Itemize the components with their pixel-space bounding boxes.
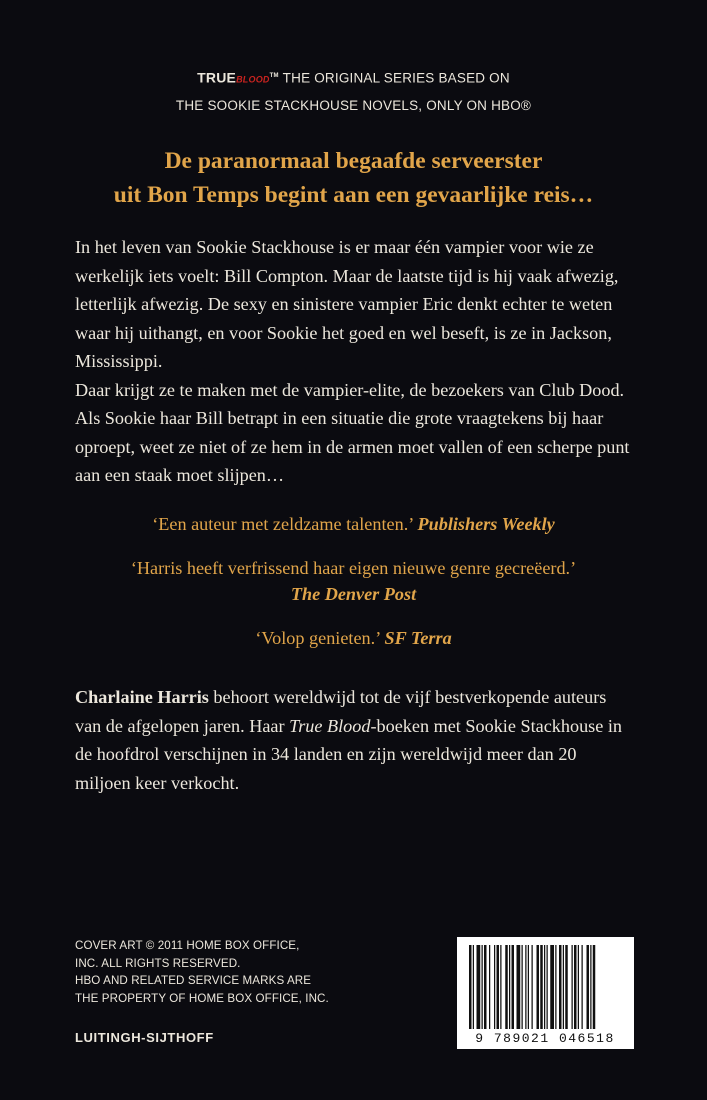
quote-text: ‘Volop genieten.’ xyxy=(255,628,380,648)
quote-source: SF Terra xyxy=(384,628,452,648)
header-line-1 xyxy=(0,64,707,93)
barcode-bars xyxy=(457,937,634,1049)
legal-notice xyxy=(75,937,395,1007)
barcode xyxy=(457,937,634,1049)
barcode-digits: 9 789021 046518 xyxy=(475,1031,615,1046)
quote-source: The Denver Post xyxy=(290,584,417,604)
quote-1 xyxy=(0,511,707,537)
blurb-paragraph-2: Daar krijgt ze te maken met de vampier-elite, de bezoekers van Club Dood. Als Sookie haar Bill betrapt in een situatie die grote vraagtekens bij haar oproept, weet ze niet of ze hem in de armen moet vallen of een scherpe punt aan een staak moet slijpen… xyxy=(75,379,630,485)
quote-3 xyxy=(0,625,707,651)
author-bio xyxy=(75,683,635,797)
quote-2 xyxy=(0,555,707,607)
series-name: True Blood xyxy=(289,715,371,736)
legal-line-2: INC. ALL RIGHTS RESERVED. xyxy=(75,956,241,970)
bio-text-2: -boeken met Sookie Stackhouse in de hoofdrol verschijnen in 34 landen en zijn wereldwijd meer dan 20 miljoen keer verkocht. xyxy=(75,715,623,793)
legal-line-3: HBO AND RELATED SERVICE MARKS ARE xyxy=(75,974,312,987)
header-line-2: THE SOOKIE STACKHOUSE NOVELS, ONLY ON HBO® xyxy=(175,97,532,113)
blurb-paragraph-1: In het leven van Sookie Stackhouse is er maar één vampier voor wie ze werkelijk iets voelt: Bill Compton. Maar de laatste tijd is hij vaak afwezig, letterlijk afwezig. De sexy en sinistere vampier Eric denkt echter te weten waar hij uithangt, en voor Sookie het goed en wel beseft, is ze in Jackson, Mississippi. xyxy=(75,237,619,371)
tagline xyxy=(0,144,707,212)
tagline-line-1: De paranormaal begaafde serveerster xyxy=(164,148,543,174)
blurb xyxy=(75,233,635,490)
quote-source: Publishers Weekly xyxy=(417,514,555,534)
author-name: Charlaine Harris xyxy=(75,687,209,707)
bio-text-1: behoort wereldwijd tot de vijf bestverkopende auteurs van de afgelopen jaren. Haar xyxy=(75,687,607,736)
review-quotes xyxy=(0,511,707,651)
quote-text: ‘Een auteur met zeldzame talenten.’ xyxy=(152,514,413,534)
quote-text: ‘Harris heeft verfrissend haar eigen nieuwe genre gecreëerd.’ xyxy=(130,558,577,578)
legal-line-4: THE PROPERTY OF HOME BOX OFFICE, INC. xyxy=(75,991,329,1005)
series-header xyxy=(0,64,707,118)
header-text-1: THE ORIGINAL SERIES BASED ON xyxy=(282,70,510,86)
legal-line-1: COVER ART © 2011 HOME BOX OFFICE, xyxy=(75,939,300,952)
publisher-logo: LUITINGH-SIJTHOFF xyxy=(75,1030,214,1045)
tagline-line-2: uit Bon Temps begint aan een gevaarlijke reis… xyxy=(113,182,594,208)
true-blood-logo: TRUEBLOOD™ xyxy=(197,69,279,86)
